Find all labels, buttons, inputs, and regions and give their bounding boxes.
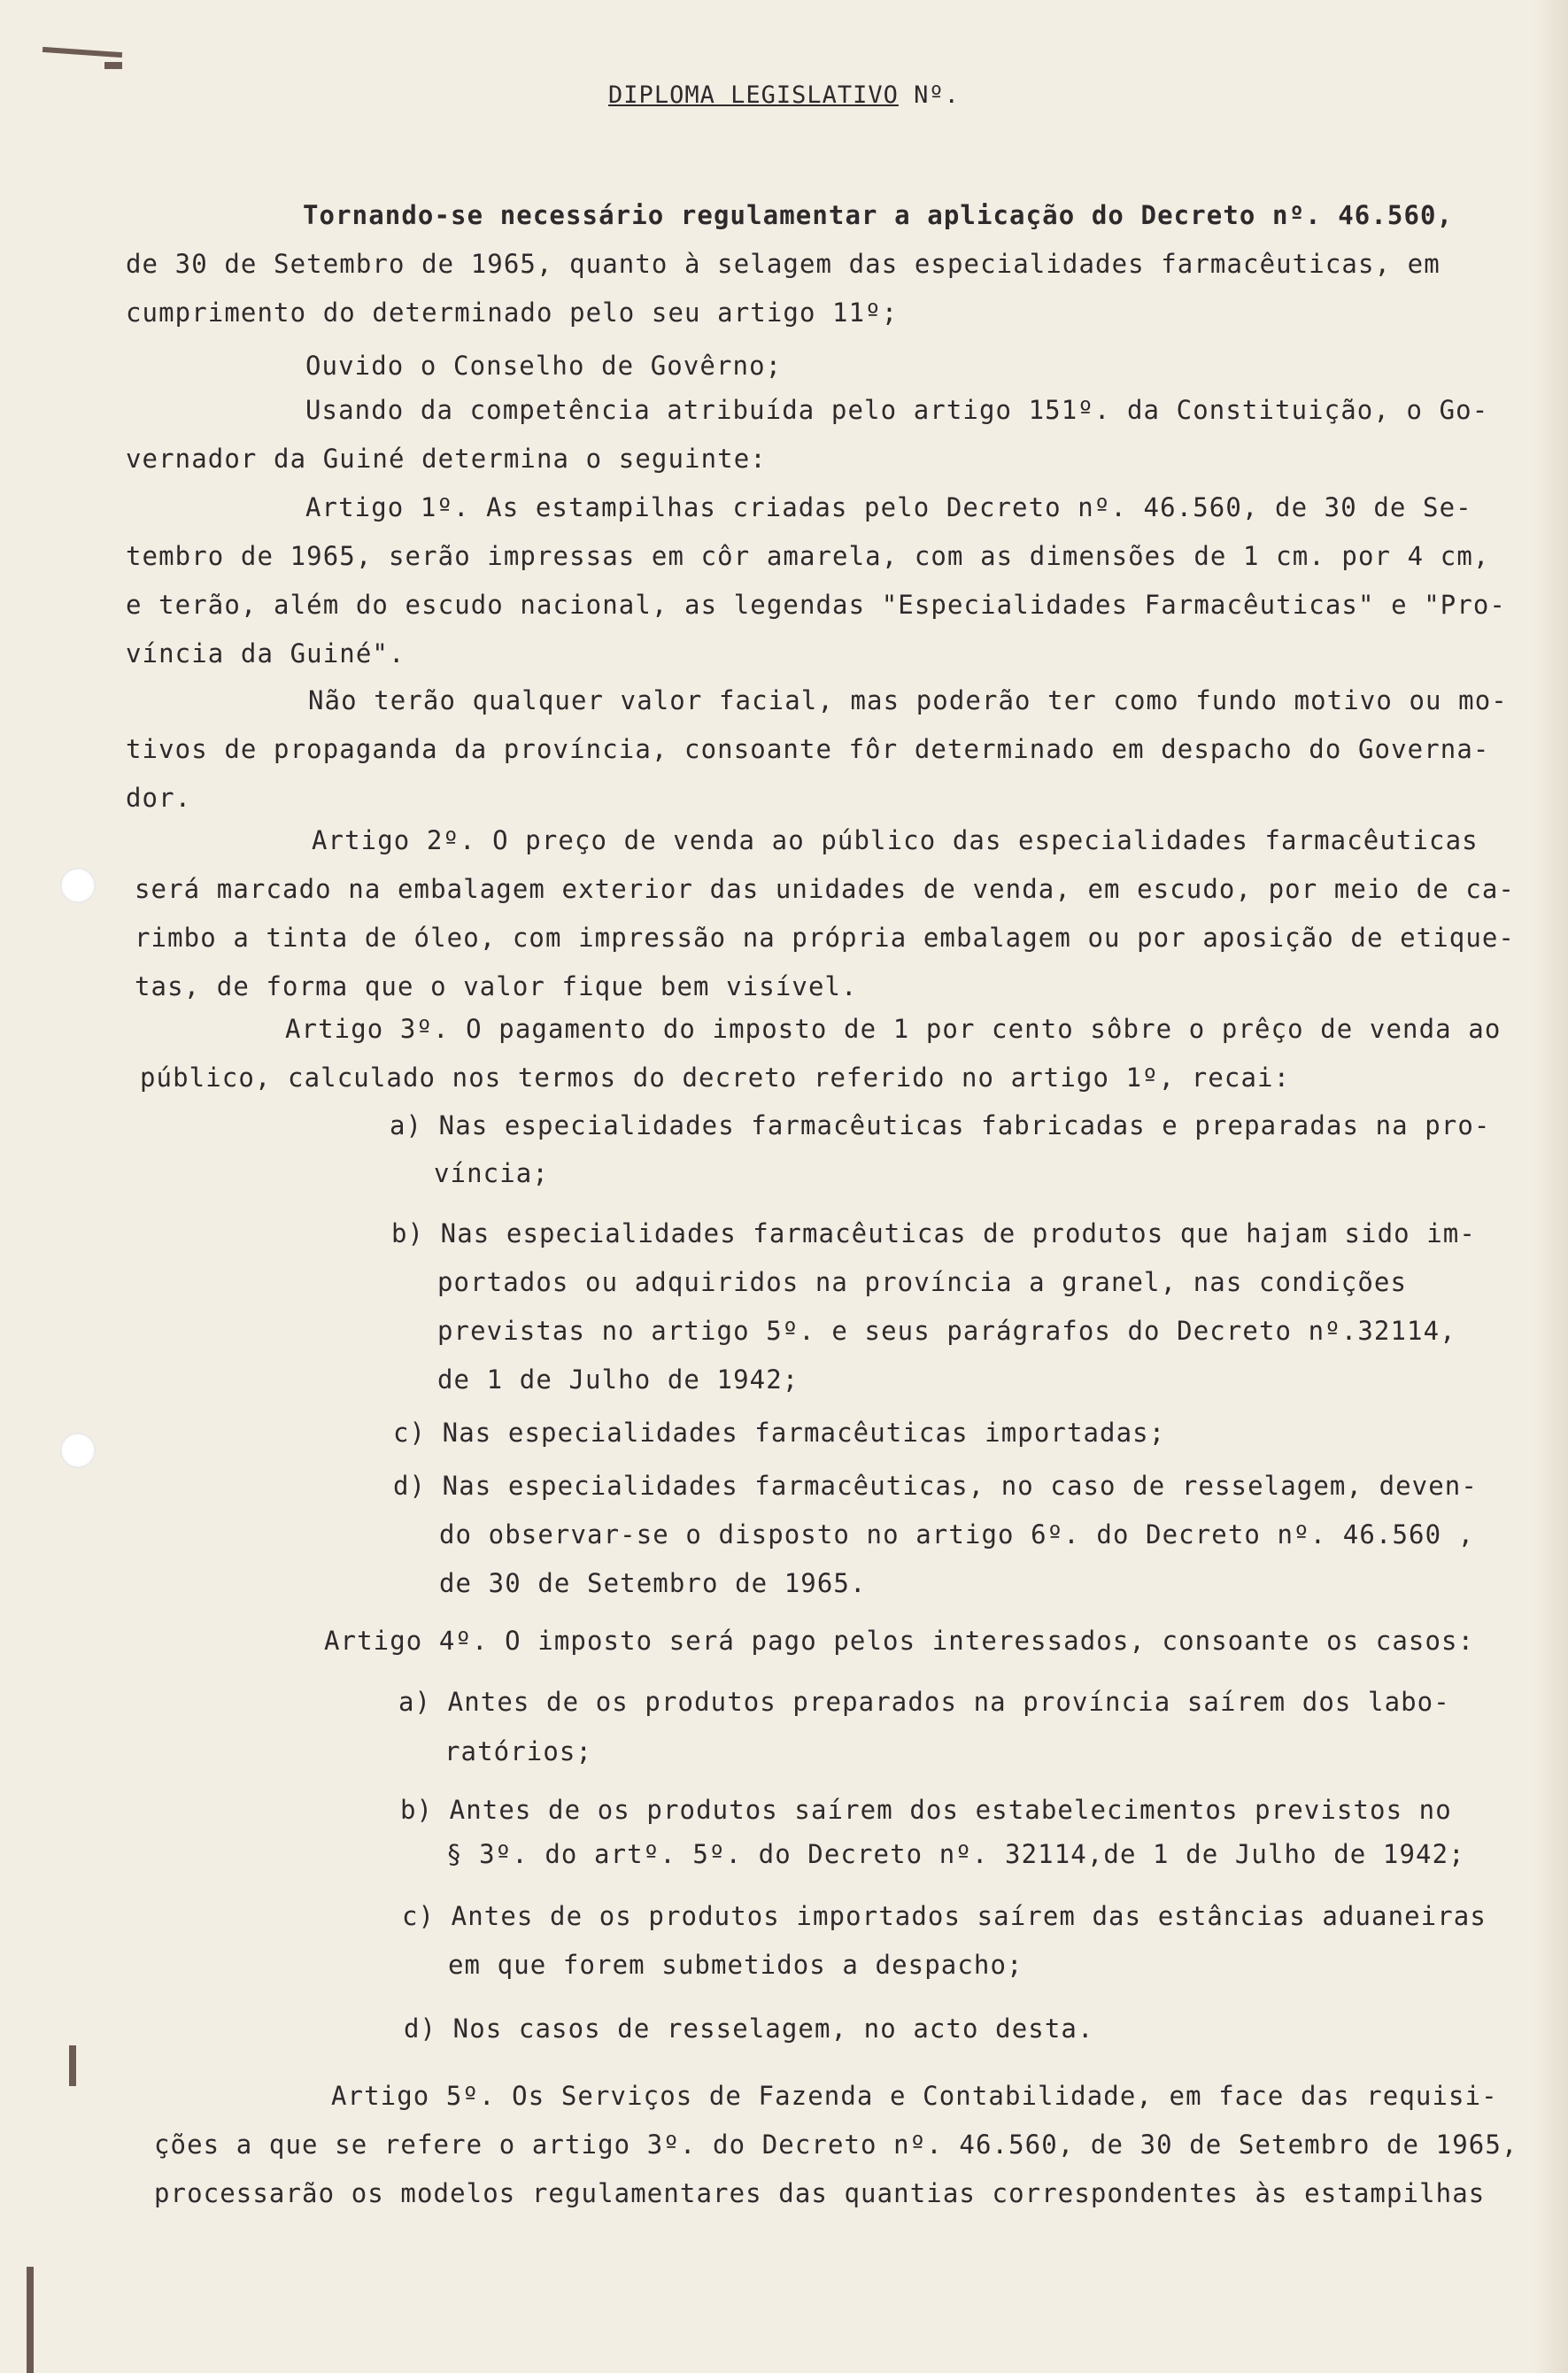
document-title (0, 81, 1568, 109)
text-line: Artigo 3º. O pagamento do imposto de 1 por cento sôbre o prêço de venda ao (285, 1014, 1502, 1044)
text-line: e terão, além do escudo nacional, as legendas "Especialidades Farmacêuticas" e "Pro- (126, 590, 1506, 620)
text-line: portados ou adquiridos na província a granel, nas condições (437, 1267, 1408, 1297)
text-line: dor. (126, 783, 192, 813)
text-line: víncia; (434, 1158, 549, 1188)
text-line: d) Nas especialidades farmacêuticas, no caso de resselagem, deven- (393, 1471, 1478, 1501)
text-line: será marcado na embalagem exterior das unidades de venda, em escudo, por meio de ca- (135, 874, 1515, 904)
text-line: Artigo 5º. Os Serviços de Fazenda e Contabilidade, em face das requisi- (331, 2081, 1498, 2111)
text-line: Ouvido o Conselho de Govêrno; (305, 351, 783, 381)
text-line: tembro de 1965, serão impressas em côr amarela, com as dimensões de 1 cm. por 4 cm, (126, 541, 1490, 571)
text-line: Artigo 4º. O imposto será pago pelos interessados, consoante os casos: (324, 1626, 1475, 1656)
text-line: Artigo 1º. As estampilhas criadas pelo Decreto nº. 46.560, de 30 de Se- (305, 492, 1472, 522)
text-line: Usando da competência atribuída pelo artigo 151º. da Constituição, o Go- (305, 395, 1489, 425)
text-line: § 3º. do artº. 5º. do Decreto nº. 32114,de 1 de Julho de 1942; (446, 1839, 1465, 1869)
text-line: tivos de propaganda da província, consoante fôr determinado em despacho do Governa- (126, 734, 1490, 764)
ink-smudge (104, 62, 122, 69)
text-line: de 30 de Setembro de 1965. (439, 1568, 867, 1598)
text-line: previstas no artigo 5º. e seus parágrafos do Decreto nº.32114, (437, 1316, 1456, 1346)
text-line: processarão os modelos regulamentares das quantias correspondentes às estampilhas (154, 2178, 1486, 2208)
text-line: vernador da Guiné determina o seguinte: (126, 444, 767, 474)
text-line: cumprimento do determinado pelo seu artigo 11º; (126, 298, 899, 328)
text-line: público, calculado nos termos do decreto referido no artigo 1º, recai: (140, 1063, 1291, 1093)
text-line: víncia da Guiné". (126, 638, 406, 669)
punch-hole (60, 1433, 96, 1468)
text-line: Artigo 2º. O preço de venda ao público das especialidades farmacêuticas (312, 825, 1479, 855)
text-line: de 30 de Setembro de 1965, quanto à selagem das especialidades farmacêuticas, em (126, 249, 1441, 279)
text-line: c) Antes de os produtos importados saírem das estâncias aduaneiras (402, 1901, 1487, 1931)
text-line: de 1 de Julho de 1942; (437, 1364, 799, 1395)
ink-smudge (69, 2045, 76, 2086)
text-line: ratórios; (444, 1736, 593, 1766)
text-line: a) Antes de os produtos preparados na província saírem dos labo- (398, 1687, 1450, 1717)
page-edge-shadow (1533, 0, 1568, 2373)
text-line: c) Nas especialidades farmacêuticas importadas; (393, 1418, 1166, 1448)
text-line: d) Nos casos de resselagem, no acto desta. (404, 2014, 1094, 2044)
text-line: do observar-se o disposto no artigo 6º. do Decreto nº. 46.560 , (439, 1519, 1475, 1550)
text-line: rimbo a tinta de óleo, com impressão na própria embalagem ou por aposição de etique- (135, 923, 1515, 953)
text-line: tas, de forma que o valor fique bem visível. (135, 971, 858, 1001)
punch-hole (60, 868, 96, 903)
text-line: b) Antes de os produtos saírem dos estabelecimentos previstos no (400, 1795, 1452, 1825)
text-line: Não terão qualquer valor facial, mas poderão ter como fundo motivo ou mo- (308, 685, 1508, 715)
text-line: b) Nas especialidades farmacêuticas de produtos que hajam sido im- (391, 1218, 1476, 1248)
document-title-number: Nº. (898, 81, 960, 109)
text-line: a) Nas especialidades farmacêuticas fabricadas e preparadas na pro- (390, 1110, 1491, 1140)
ink-smudge (27, 2267, 34, 2373)
ink-smudge (42, 47, 122, 58)
document-title-main: DIPLOMA LEGISLATIVO (608, 81, 899, 109)
text-line: ções a que se refere o artigo 3º. do Decreto nº. 46.560, de 30 de Setembro de 1965, (154, 2130, 1518, 2160)
text-line: em que forem submetidos a despacho; (448, 1950, 1023, 1980)
text-line: Tornando-se necessário regulamentar a aplicação do Decreto nº. 46.560, (303, 200, 1454, 230)
